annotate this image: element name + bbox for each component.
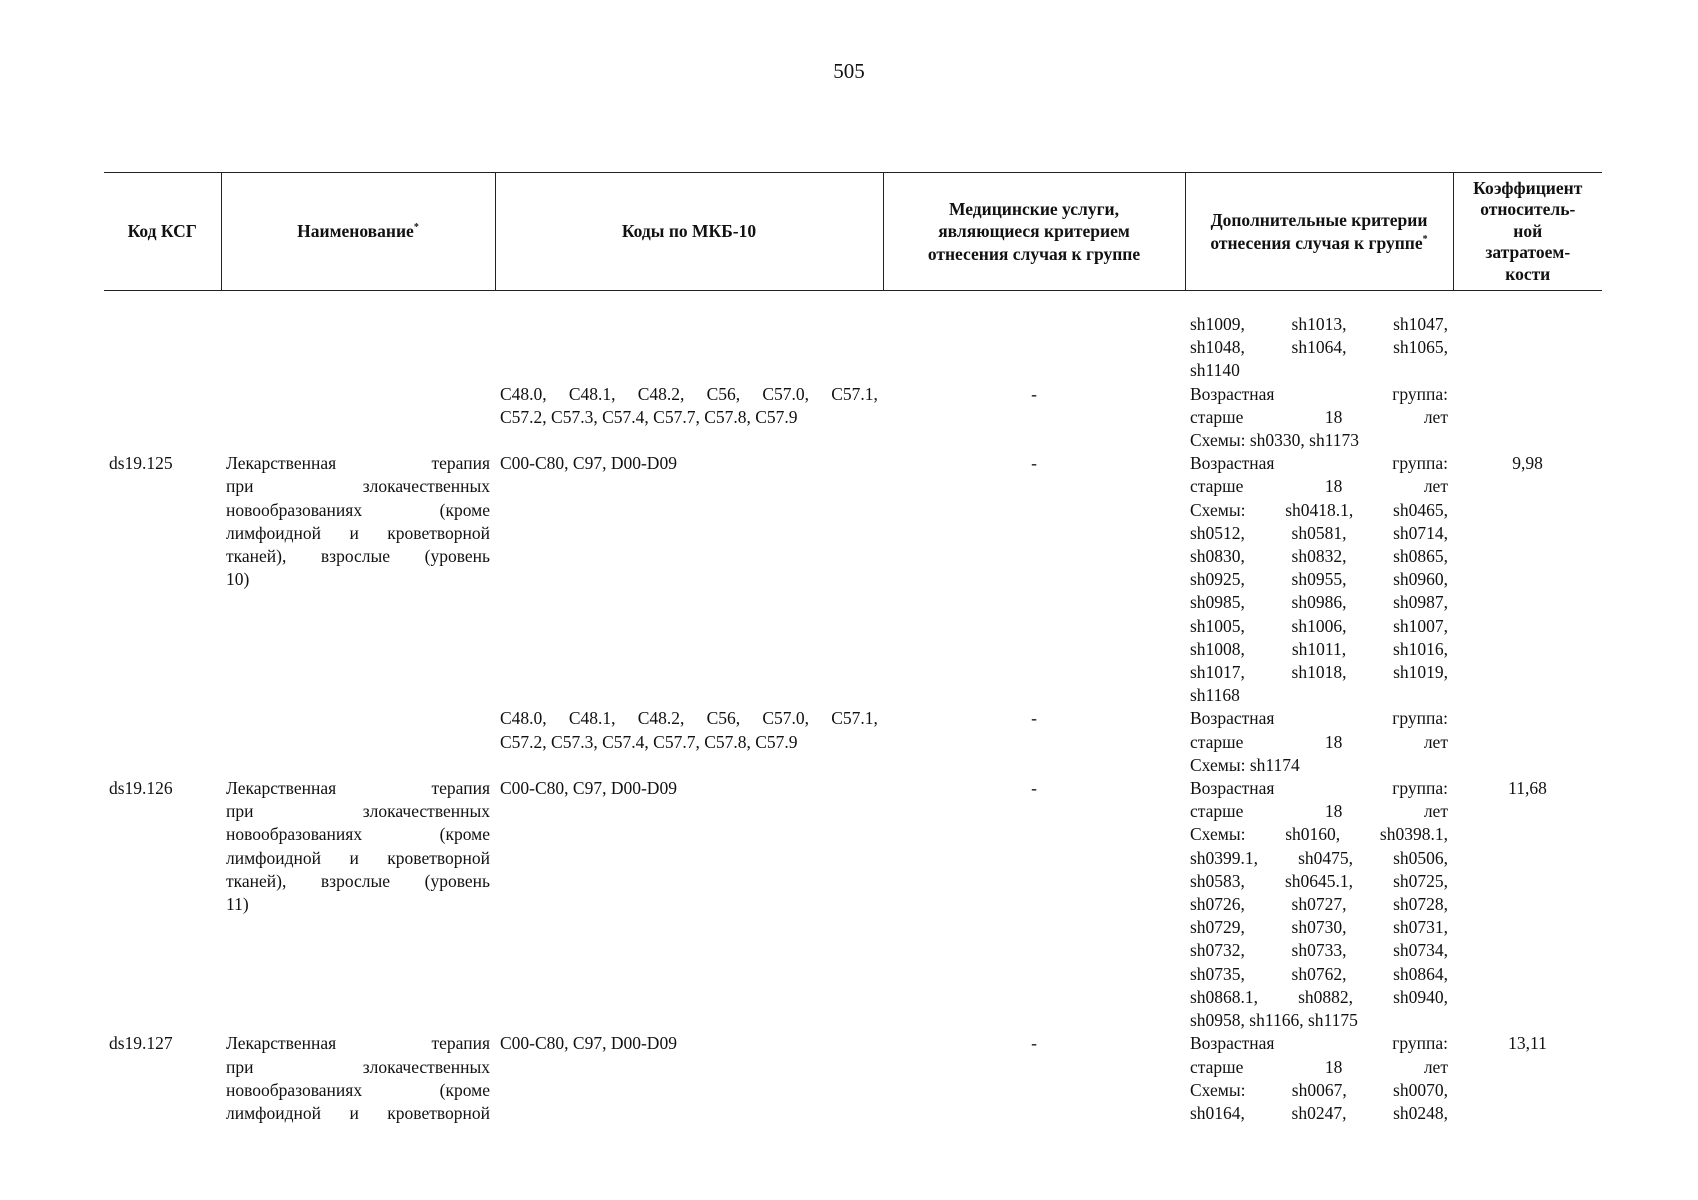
text-fragment: sh1019, (1393, 662, 1448, 683)
criteria-line (1190, 545, 1448, 568)
text-fragment: sh0987, (1393, 592, 1448, 613)
text-fragment: sh1048, (1190, 337, 1245, 358)
text-fragment: группа: (1392, 453, 1448, 474)
criteria-line (1190, 731, 1448, 754)
text-fragment: 18 (1324, 1056, 1343, 1077)
criteria-cell (1185, 1032, 1453, 1125)
criteria-line (1190, 986, 1448, 1009)
name-line (226, 847, 490, 870)
criteria-cell (1185, 452, 1453, 707)
text-fragment: новообразованиях (226, 1079, 363, 1100)
text-fragment: C00-C80, C97, D00-D09 (500, 453, 677, 474)
text-fragment: Схемы: sh1174 (1190, 754, 1300, 775)
footnote-mark: * (1422, 233, 1428, 245)
criteria-line (1190, 313, 1448, 336)
name-cell (221, 707, 495, 777)
text-fragment: (кроме (439, 499, 490, 520)
criteria-line (1190, 1032, 1448, 1055)
ksg-table (104, 172, 1602, 1125)
text-fragment: sh0734, (1393, 940, 1448, 961)
text-fragment: sh0247, (1291, 1102, 1347, 1123)
name-line (226, 1102, 490, 1125)
text-fragment: группа: (1392, 708, 1448, 729)
text-fragment: sh0714, (1393, 522, 1448, 543)
services-cell (883, 1032, 1185, 1125)
ksg-code-cell: ds19.127 (109, 1033, 173, 1054)
text-fragment: лимфоидной (226, 1102, 322, 1123)
criteria-line (1190, 475, 1448, 498)
text-fragment: злокачественных (362, 1056, 490, 1077)
table-row (104, 707, 1602, 777)
text-fragment: sh1065, (1393, 337, 1448, 358)
name-cell (221, 313, 495, 452)
text-fragment: Лекарственная (226, 1033, 337, 1054)
text-fragment: C00-C80, C97, D00-D09 (500, 778, 677, 799)
text-fragment: sh1064, (1291, 337, 1347, 358)
text-fragment: sh0729, (1190, 917, 1245, 938)
text-fragment: (кроме (439, 824, 490, 845)
name-line (226, 1079, 490, 1102)
text-fragment: C00-C80, C97, D00-D09 (500, 1033, 677, 1054)
criteria-line (1190, 1102, 1448, 1125)
text-fragment: sh0925, (1190, 569, 1245, 590)
text-fragment: новообразованиях (226, 499, 363, 520)
name-line (226, 1032, 490, 1055)
mkb-line (500, 707, 878, 730)
text-fragment: новообразованиях (226, 824, 363, 845)
text-fragment: sh1168 (1190, 685, 1240, 706)
criteria-line (1190, 939, 1448, 962)
header-coefficient: Коэффициент относитель- ной затратоем- кости (1453, 173, 1602, 291)
text-fragment: sh0160, (1285, 824, 1341, 845)
service-value: - (1031, 708, 1037, 729)
text-fragment: Схемы: sh0330, sh1173 (1190, 430, 1360, 451)
name-line (226, 870, 490, 893)
mkb-codes-cell (495, 777, 883, 1032)
name-line (226, 777, 490, 800)
text-fragment: лет (1423, 1056, 1448, 1077)
criteria-line (1190, 707, 1448, 730)
criteria-line (1190, 638, 1448, 661)
text-fragment: sh0164, (1190, 1102, 1245, 1123)
text-fragment: лет (1423, 731, 1448, 752)
text-fragment: sh0864, (1393, 963, 1448, 984)
text-fragment: sh0882, (1298, 986, 1354, 1007)
ksg-code-cell: ds19.125 (109, 453, 173, 474)
name-line (226, 522, 490, 545)
table-row (104, 452, 1602, 707)
text-fragment: кроветворной (387, 847, 490, 868)
text-fragment: (уровень (424, 870, 490, 891)
text-fragment: терапия (431, 778, 490, 799)
criteria-cell (1185, 777, 1453, 1032)
mkb-line (500, 452, 878, 475)
criteria-line (1190, 591, 1448, 614)
text-fragment: sh1013, (1291, 314, 1347, 334)
criteria-line (1190, 359, 1448, 382)
text-fragment: старше (1190, 731, 1244, 752)
text-fragment: и (349, 522, 359, 543)
text-fragment: при (226, 801, 254, 822)
text-fragment: sh0067, (1291, 1079, 1347, 1100)
name-line (226, 475, 490, 498)
service-value: - (1031, 453, 1037, 474)
name-cell (221, 452, 495, 707)
services-cell (883, 777, 1185, 1032)
text-fragment: sh1011, (1291, 638, 1347, 659)
text-fragment: Возрастная (1190, 778, 1275, 799)
text-fragment: старше (1190, 476, 1244, 497)
text-fragment: sh0475, (1298, 847, 1354, 868)
criteria-line (1190, 568, 1448, 591)
text-fragment: sh0732, (1190, 940, 1245, 961)
services-cell (883, 452, 1185, 707)
text-fragment: Лекарственная (226, 778, 337, 799)
text-fragment: Схемы: (1190, 499, 1246, 520)
header-name: Наименование* (221, 173, 495, 291)
text-fragment: C48.1, (568, 708, 616, 729)
text-fragment: sh0418.1, (1285, 499, 1354, 520)
text-fragment: sh0986, (1291, 592, 1347, 613)
text-fragment: при (226, 1056, 254, 1077)
text-fragment: sh1007, (1393, 615, 1448, 636)
mkb-line (500, 359, 878, 382)
text-fragment: лет (1423, 801, 1448, 822)
name-line (226, 893, 490, 916)
text-fragment: sh1005, (1190, 615, 1245, 636)
criteria-line (1190, 870, 1448, 893)
text-fragment: Возрастная (1190, 453, 1275, 474)
text-fragment: sh0955, (1291, 569, 1347, 590)
text-fragment: группа: (1392, 778, 1448, 799)
text-fragment: C57.0, (762, 383, 810, 404)
text-fragment: sh0583, (1190, 870, 1245, 891)
text-fragment: кроветворной (387, 522, 490, 543)
footnote-mark: * (413, 222, 419, 234)
service-value: - (1031, 383, 1037, 404)
text-fragment: злокачественных (362, 476, 490, 497)
criteria-line (1190, 847, 1448, 870)
text-fragment: кроветворной (387, 1102, 490, 1123)
text-fragment: sh1140 (1190, 360, 1240, 381)
text-fragment: лет (1423, 476, 1448, 497)
criteria-line (1190, 1079, 1448, 1102)
text-fragment: sh0865, (1393, 546, 1448, 567)
text-fragment: C56, (706, 383, 741, 404)
text-fragment: sh0958, sh1166, sh1175 (1190, 1010, 1358, 1031)
table-header-row (104, 173, 1602, 291)
text-fragment: терапия (431, 453, 490, 474)
mkb-codes-cell (495, 452, 883, 707)
text-fragment: sh0465, (1393, 499, 1448, 520)
mkb-codes-cell (495, 313, 883, 452)
text-fragment: sh0728, (1393, 894, 1448, 915)
text-fragment: sh0730, (1291, 917, 1347, 938)
text-fragment: 18 (1324, 476, 1343, 497)
text-fragment: группа: (1392, 1033, 1448, 1054)
name-line (226, 1056, 490, 1079)
text-fragment: sh0731, (1393, 917, 1448, 938)
text-fragment: старше (1190, 1056, 1244, 1077)
criteria-line (1190, 963, 1448, 986)
text-fragment: sh0506, (1393, 847, 1448, 868)
text-fragment: sh1009, (1190, 314, 1245, 334)
text-fragment: 11) (226, 894, 249, 915)
criteria-line (1190, 522, 1448, 545)
spacer-line (888, 336, 1180, 359)
coefficient-cell (1453, 707, 1602, 777)
text-fragment: sh1008, (1190, 638, 1245, 659)
text-fragment: при (226, 476, 254, 497)
spacer-line (888, 313, 1180, 336)
ksg-code-cell (104, 313, 221, 452)
table-row (104, 313, 1602, 452)
mkb-codes-cell (495, 707, 883, 777)
text-fragment: sh0830, (1190, 546, 1245, 567)
text-fragment: взрослые (320, 870, 391, 891)
text-fragment: и (349, 847, 359, 868)
text-fragment: sh0398.1, (1379, 824, 1448, 845)
mkb-line (500, 383, 878, 406)
name-line (226, 499, 490, 522)
mkb-line (500, 777, 878, 800)
ksg-code-cell (104, 707, 221, 777)
text-fragment: группа: (1392, 383, 1448, 404)
text-fragment: тканей), (226, 546, 287, 567)
header-criteria: Дополнительные критерии отнесения случая к группе* (1185, 173, 1453, 291)
text-fragment: Лекарственная (226, 453, 337, 474)
text-fragment: Возрастная (1190, 1033, 1275, 1054)
text-fragment: Схемы: (1190, 1079, 1246, 1100)
criteria-line (1190, 429, 1448, 452)
criteria-line (1190, 684, 1448, 707)
header-mkb: Коды по МКБ-10 (495, 173, 883, 291)
text-fragment: sh0248, (1393, 1102, 1448, 1123)
text-fragment: sh0940, (1393, 986, 1448, 1007)
text-fragment: sh0070, (1393, 1079, 1448, 1100)
text-fragment: sh0735, (1190, 963, 1245, 984)
coefficient-cell: 11,68 (1508, 778, 1547, 799)
text-fragment: Возрастная (1190, 383, 1275, 404)
text-fragment: лимфоидной (226, 522, 322, 543)
text-fragment: sh0726, (1190, 894, 1245, 915)
table-row (104, 1032, 1602, 1125)
text-fragment: 18 (1324, 801, 1343, 822)
text-fragment: C48.2, (637, 708, 685, 729)
criteria-line (1190, 1009, 1448, 1032)
name-line (226, 800, 490, 823)
text-fragment: 10) (226, 569, 250, 590)
text-fragment: sh0581, (1291, 522, 1347, 543)
header-code: Код КСГ (104, 173, 221, 291)
text-fragment: взрослые (320, 546, 391, 567)
text-fragment: C48.0, (500, 383, 547, 404)
text-fragment: sh0725, (1393, 870, 1448, 891)
text-fragment: Схемы: (1190, 824, 1246, 845)
criteria-line (1190, 615, 1448, 638)
text-fragment: sh0868.1, (1190, 986, 1259, 1007)
criteria-line (1190, 383, 1448, 406)
text-fragment: C56, (706, 708, 741, 729)
text-fragment: sh1017, (1190, 662, 1245, 683)
text-fragment: sh1047, (1393, 314, 1448, 334)
text-fragment: C48.0, (500, 708, 547, 729)
text-fragment: терапия (431, 1033, 490, 1054)
coefficient-cell: 13,11 (1508, 1033, 1547, 1054)
criteria-line (1190, 800, 1448, 823)
text-fragment: C48.2, (637, 383, 685, 404)
text-fragment: C57.1, (831, 383, 878, 404)
spacer-line (888, 359, 1180, 382)
mkb-codes-cell (495, 1032, 883, 1125)
name-cell (221, 1032, 495, 1125)
name-line (226, 545, 490, 568)
text-fragment: sh1016, (1393, 638, 1448, 659)
mkb-line (500, 336, 878, 359)
text-fragment: sh0727, (1291, 894, 1347, 915)
text-fragment: лимфоидной (226, 847, 322, 868)
text-fragment: C48.1, (568, 383, 616, 404)
text-fragment: C57.2, C57.3, C57.4, C57.7, C57.8, C57.9 (500, 731, 798, 752)
text-fragment: (уровень (424, 546, 490, 567)
criteria-line (1190, 1056, 1448, 1079)
mkb-line (500, 1032, 878, 1055)
criteria-line (1190, 452, 1448, 475)
service-value: - (1031, 778, 1037, 799)
criteria-line (1190, 777, 1448, 800)
services-cell (883, 313, 1185, 452)
criteria-line (1190, 823, 1448, 846)
criteria-line (1190, 893, 1448, 916)
mkb-line (500, 406, 878, 429)
text-fragment: 18 (1324, 731, 1343, 752)
text-fragment: sh0960, (1393, 569, 1448, 590)
text-fragment: sh0645.1, (1284, 870, 1354, 891)
text-fragment: Возрастная (1190, 708, 1275, 729)
criteria-cell (1185, 707, 1453, 777)
text-fragment: sh0512, (1190, 522, 1245, 543)
text-fragment: sh0733, (1291, 940, 1347, 961)
criteria-line (1190, 661, 1448, 684)
text-fragment: (кроме (439, 1079, 490, 1100)
text-fragment: и (349, 1102, 359, 1123)
text-fragment: sh1018, (1291, 662, 1347, 683)
text-fragment: тканей), (226, 870, 287, 891)
services-cell (883, 707, 1185, 777)
coefficient-cell: 9,98 (1512, 453, 1543, 474)
text-fragment: 18 (1324, 406, 1343, 427)
name-line (226, 452, 490, 475)
criteria-line (1190, 406, 1448, 429)
text-fragment: старше (1190, 406, 1244, 427)
criteria-line (1190, 336, 1448, 359)
text-fragment: sh0762, (1291, 963, 1347, 984)
text-fragment: C57.0, (762, 708, 810, 729)
table-row (104, 777, 1602, 1032)
text-fragment: злокачественных (362, 801, 490, 822)
text-fragment: sh0399.1, (1190, 847, 1259, 868)
text-fragment: C57.1, (831, 708, 878, 729)
ksg-code-cell: ds19.126 (109, 778, 173, 799)
text-fragment: C57.2, C57.3, C57.4, C57.7, C57.8, C57.9 (500, 406, 798, 427)
name-line (226, 568, 490, 591)
mkb-line (500, 731, 878, 754)
text-fragment: sh1006, (1291, 615, 1347, 636)
page-number: 505 (833, 59, 865, 83)
criteria-line (1190, 754, 1448, 777)
text-fragment: sh0985, (1190, 592, 1245, 613)
text-fragment: старше (1190, 801, 1244, 822)
text-fragment: лет (1423, 406, 1448, 427)
name-cell (221, 777, 495, 1032)
criteria-line (1190, 499, 1448, 522)
service-value: - (1031, 1033, 1037, 1054)
coefficient-cell (1453, 313, 1602, 452)
header-services: Медицинские услуги, являющиеся критерием отнесения случая к группе (883, 173, 1185, 291)
mkb-line (500, 313, 878, 336)
text-fragment: sh0832, (1291, 546, 1347, 567)
criteria-line (1190, 916, 1448, 939)
name-line (226, 823, 490, 846)
criteria-cell (1185, 313, 1453, 452)
